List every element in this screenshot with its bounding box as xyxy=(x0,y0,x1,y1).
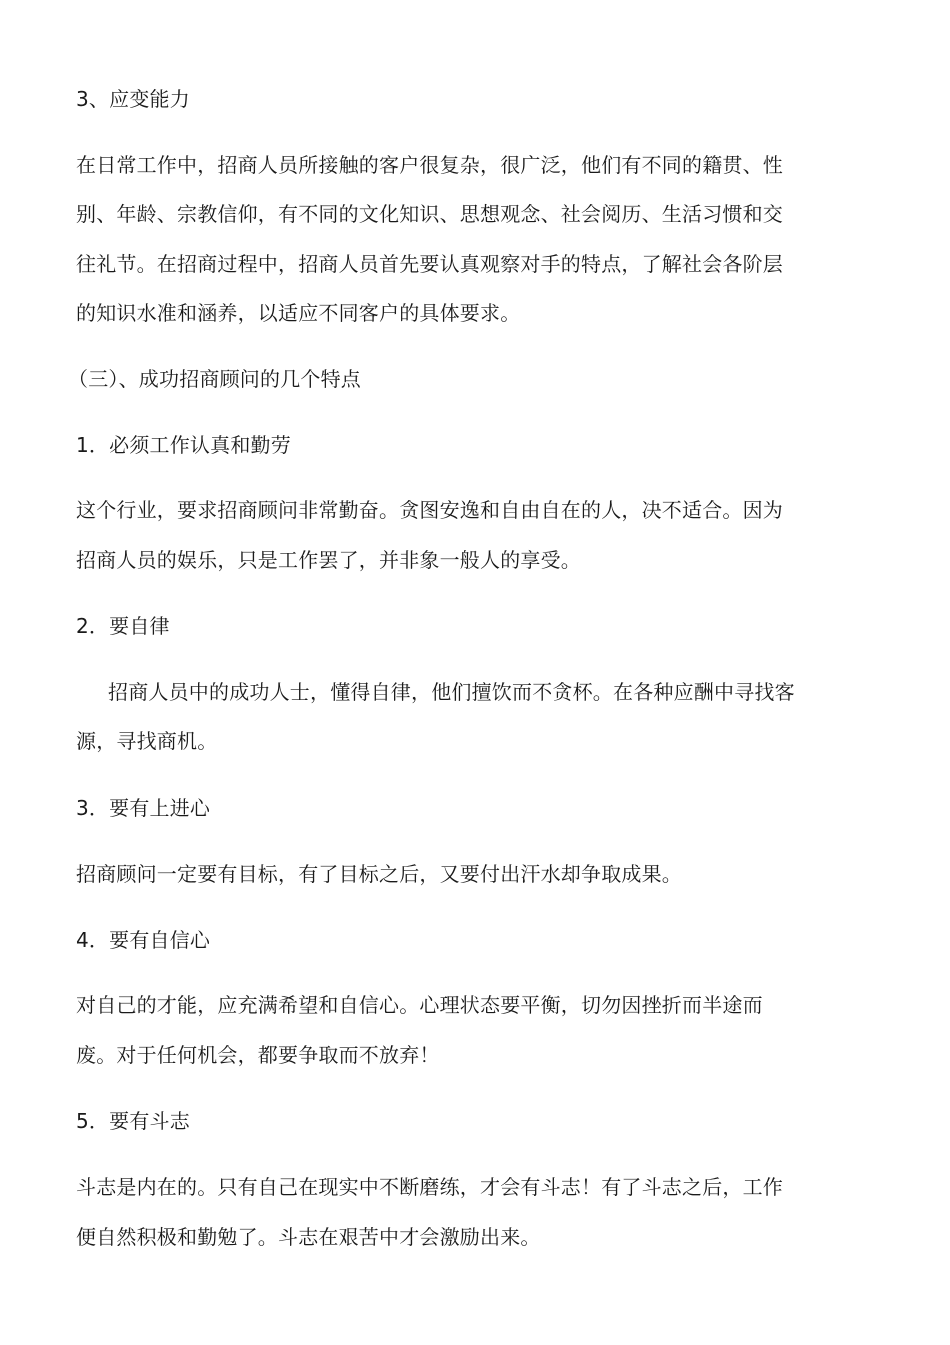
paragraph-line: 的知识水准和涵养，以适应不同客户的具体要求。 xyxy=(76,301,521,325)
subsection-heading: 5．要有斗志 xyxy=(76,1109,190,1133)
paragraph-line: 往礼节。在招商过程中，招商人员首先要认真观察对手的特点，了解社会各阶层 xyxy=(76,252,783,276)
paragraph-line: 对自己的才能，应充满希望和自信心。心理状态要平衡，切勿因挫折而半途而 xyxy=(76,993,763,1017)
paragraph-line: 招商人员的娱乐，只是工作罢了，并非象一般人的享受。 xyxy=(76,548,581,572)
paragraph-line: 别、年龄、宗教信仰，有不同的文化知识、思想观念、社会阅历、生活习惯和交 xyxy=(76,202,783,226)
paragraph-line: 便自然积极和勤勉了。斗志在艰苦中才会激励出来。 xyxy=(76,1225,541,1249)
paragraph-line: 在日常工作中，招商人员所接触的客户很复杂，很广泛，他们有不同的籍贯、性 xyxy=(76,153,783,177)
paragraph-line: 废。对于任何机会，都要争取而不放弃！ xyxy=(76,1043,440,1067)
paragraph-line: 源，寻找商机。 xyxy=(76,729,218,753)
subsection-heading: 3．要有上进心 xyxy=(76,796,211,820)
section-heading: （三）、成功招商顾问的几个特点 xyxy=(68,367,361,391)
subsection-heading: 2．要自律 xyxy=(76,614,170,638)
paragraph-line: 这个行业，要求招商顾问非常勤奋。贪图安逸和自由自在的人，决不适合。因为 xyxy=(76,498,783,522)
subsection-heading: 1．必须工作认真和勤劳 xyxy=(76,433,291,457)
paragraph-line: 斗志是内在的。只有自己在现实中不断磨练，才会有斗志！有了斗志之后，工作 xyxy=(76,1175,783,1199)
subsection-heading: 4．要有自信心 xyxy=(76,928,211,952)
paragraph-line: 招商顾问一定要有目标，有了目标之后，又要付出汗水却争取成果。 xyxy=(76,862,682,886)
subsection-heading: 3、应变能力 xyxy=(76,87,190,111)
paragraph-line: 招商人员中的成功人士，懂得自律，他们擅饮而不贪杯。在各种应酬中寻找客 xyxy=(108,680,795,704)
